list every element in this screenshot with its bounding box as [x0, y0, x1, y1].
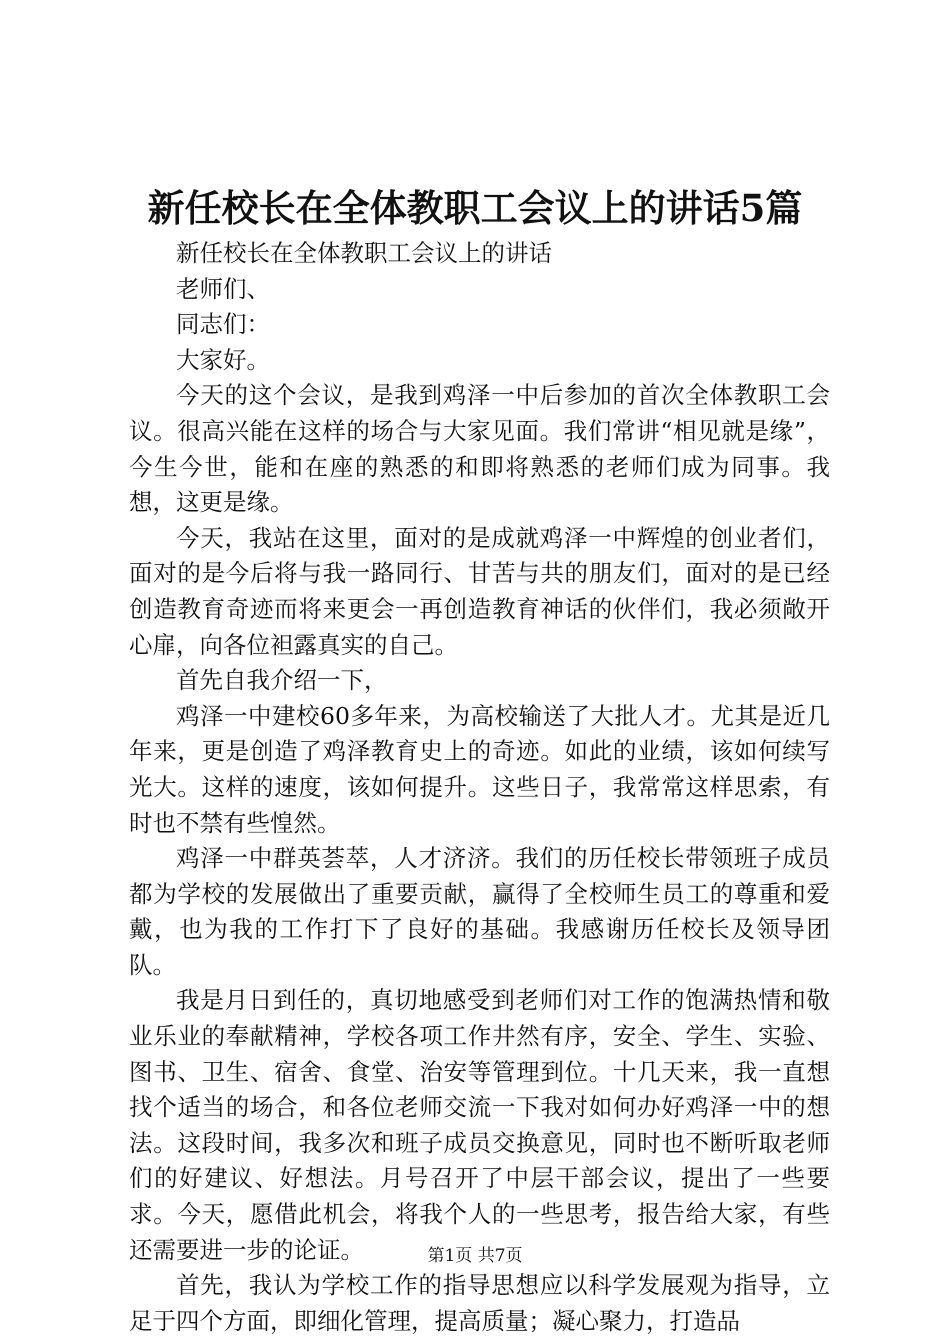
paragraph: 我是月日到任的，真切地感受到老师们对工作的饱满热情和敬业乐业的奉献精神，学校各项工作井然有序，安全、学生、实验、图书、卫生、宿舍、食堂、治安等管理到位。十几天来，我一直想找个适当的场合，和各位老师交流一下我对如何办好鸡泽一中的想法。这段时间，我多次和班子成员交换意见，同时也不断听取老师们的好建议、好想法。月号召开了中层干部会议，提出了一些要求。今天，愿借此机会，将我个人的一些思考，报告给大家，有些还需要进一步的论证。 — [129, 986, 830, 1264]
paragraph: 鸡泽一中群英荟萃，人才济济。我们的历任校长带领班子成员都为学校的发展做出了重要贡献，赢得了全校师生员工的尊重和爱戴，也为我的工作打下了良好的基础。我感谢历任校长及领导团队。 — [129, 844, 830, 979]
paragraph-subtitle: 新任校长在全体教职工会议上的讲话 — [176, 239, 552, 267]
document-body — [129, 236, 830, 1339]
paragraph: 首先，我认为学校工作的指导思想应以科学发展观为指导，立足于四个方面，即细化管理，提高质量；凝心聚力，打造品 — [129, 1271, 830, 1335]
document-title: 新任校长在全体教职工会议上的讲话5篇 — [147, 186, 803, 230]
paragraph: 今天，我站在这里，面对的是成就鸡泽一中辉煌的创业者们，面对的是今后将与我一路同行、甘苦与共的朋友们，面对的是已经创造教育奇迹而将来更会一再创造教育神话的伙伴们，我必须敞开心扉，向各位袒露真实的自己。 — [129, 523, 830, 659]
paragraph-salutation-teachers: 老师们、 — [176, 274, 270, 303]
paragraph: 今天的这个会议，是我到鸡泽一中后参加的首次全体教职工会议。很高兴能在这样的场合与大家见面。我们常讲“相见就是缘”，今生今世，能和在座的熟悉的和即将熟悉的老师们成为同事。我想，这更是缘。 — [129, 381, 830, 517]
paragraph: 首先自我介绍一下， — [176, 666, 388, 695]
paragraph-greeting: 大家好。 — [176, 345, 270, 374]
paragraph: 鸡泽一中建校60多年来，为高校输送了大批人才。尤其是近几年来，更是创造了鸡泽教育史上的奇迹。如此的业绩，该如何续写光大。这样的速度，该如何提升。这些日子，我常常这样思索，有时也不禁有些惶然。 — [129, 701, 830, 837]
page-number-footer: 第1页 共7页 — [427, 1246, 523, 1266]
paragraph-salutation-comrades: 同志们： — [176, 310, 270, 339]
